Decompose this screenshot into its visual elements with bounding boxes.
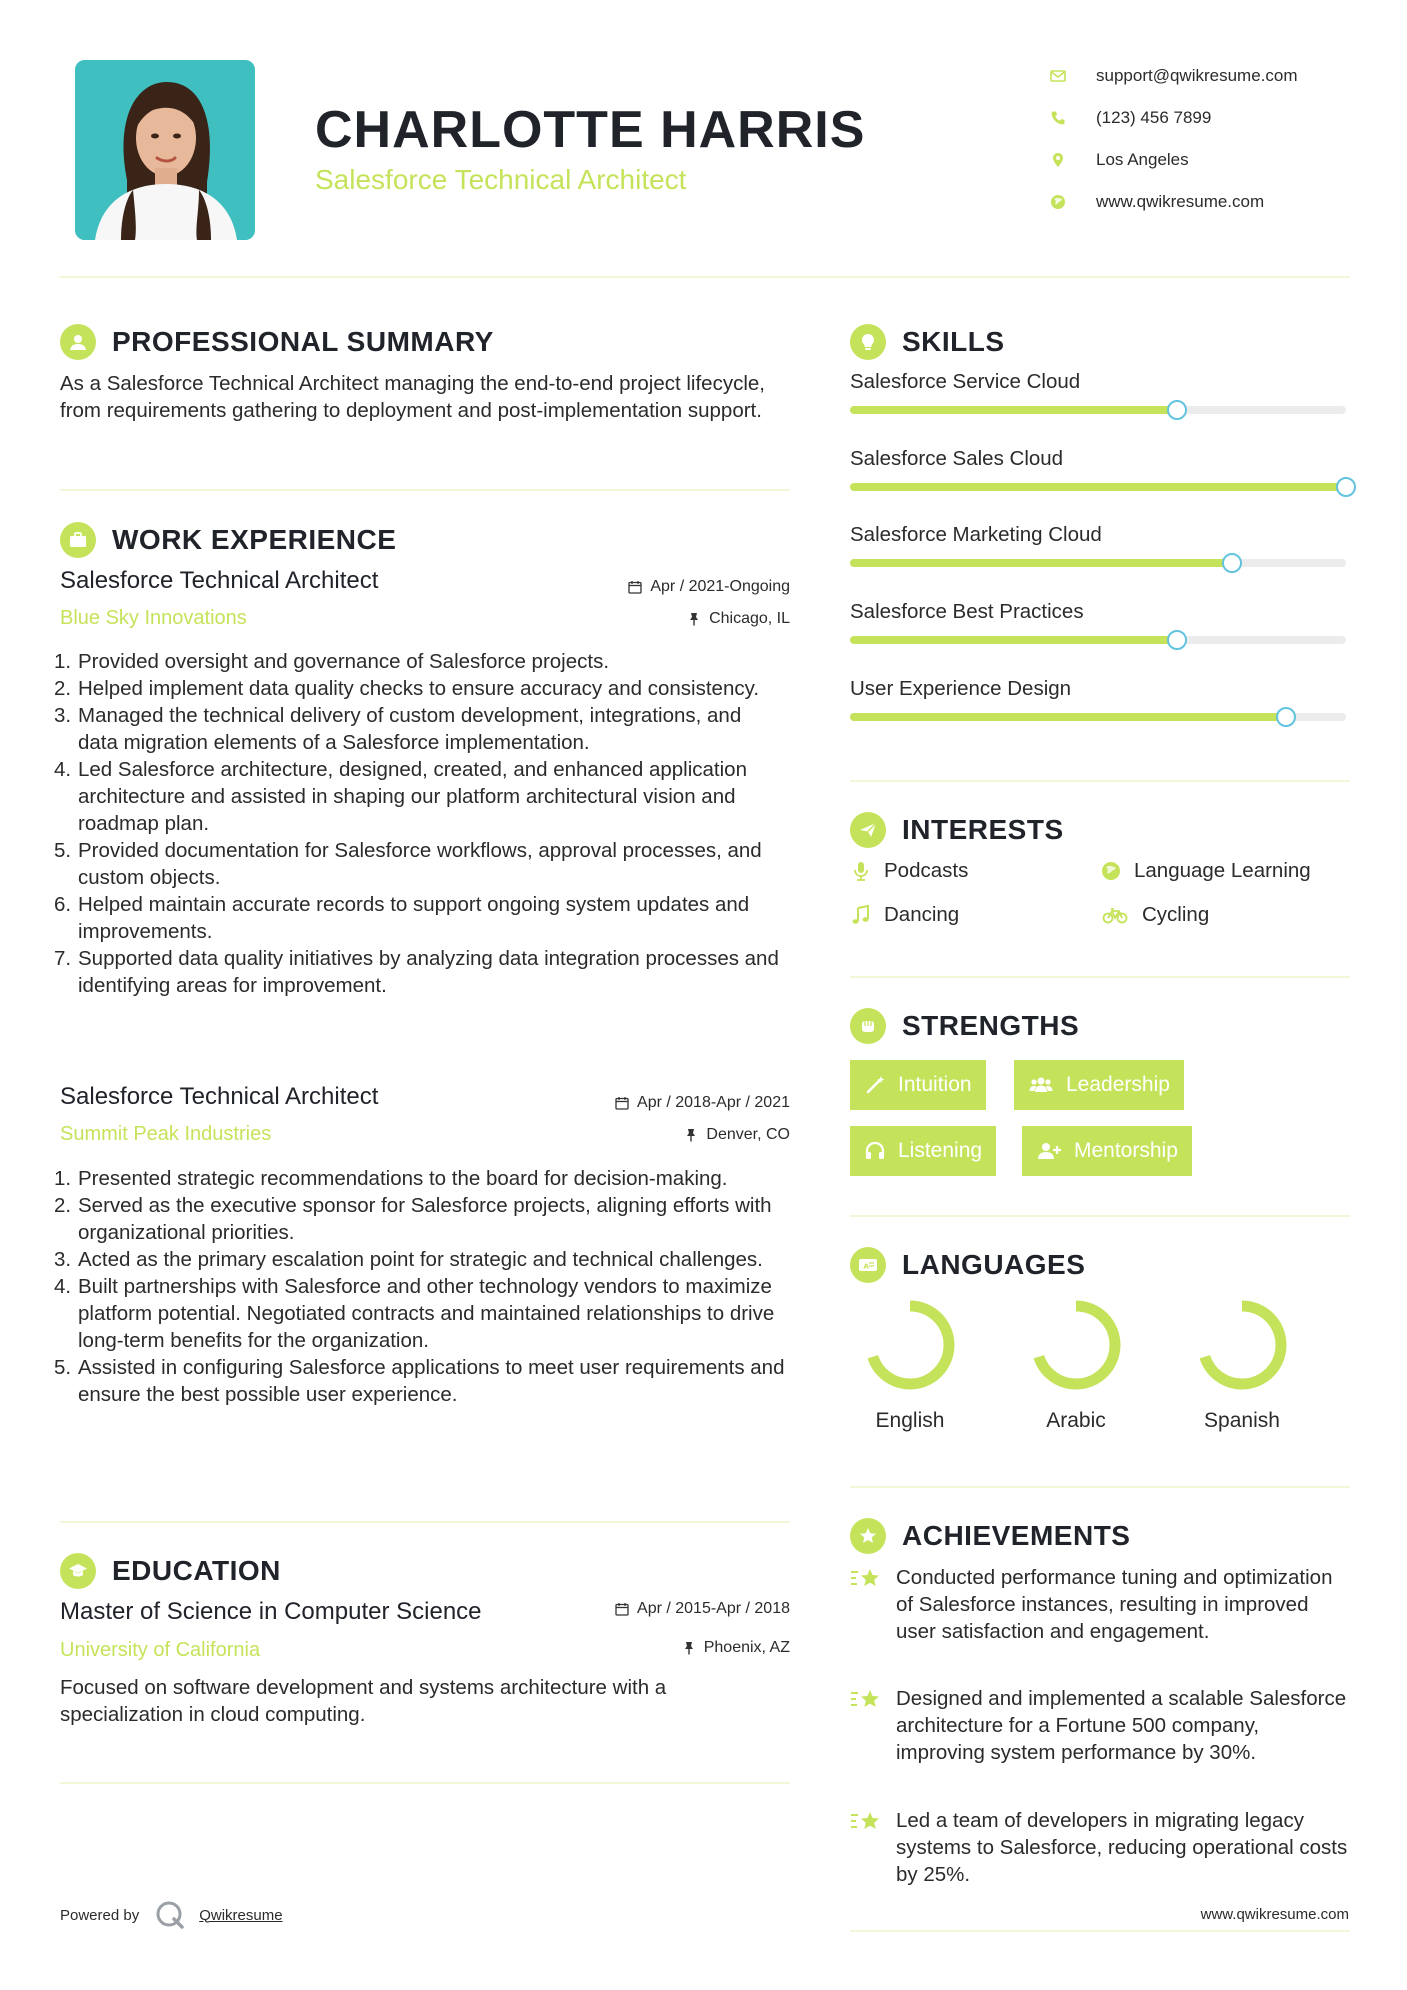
interest-item xyxy=(850,859,968,883)
language-item xyxy=(1172,1295,1312,1433)
briefcase-icon xyxy=(60,522,96,558)
language-label: Spanish xyxy=(1204,1409,1280,1432)
qwikresume-link[interactable]: Qwikresume xyxy=(199,1906,283,1924)
list-item: 6. Helped maintain accurate records to support ongoing system updates and improvements. xyxy=(54,893,750,943)
fist-icon xyxy=(850,1008,886,1044)
interest-item xyxy=(1100,859,1311,883)
education-divider xyxy=(60,1782,790,1784)
portrait-illustration xyxy=(75,60,255,240)
pushpin-icon xyxy=(687,612,701,626)
job-2-duties xyxy=(54,1165,790,1408)
job-2-date-text: Apr / 2018-Apr / 2021 xyxy=(637,1094,790,1111)
paper-plane-icon xyxy=(850,812,886,848)
list-item: 2. Helped implement data quality checks to ensure accuracy and consistency. xyxy=(54,677,760,700)
language-icon xyxy=(850,1247,886,1283)
profile-photo xyxy=(75,60,255,240)
list-item: 5. Provided documentation for Salesforce workflows, approval processes, and custom objects. xyxy=(54,839,762,889)
education-location-text: Phoenix, AZ xyxy=(703,1639,790,1656)
language-item xyxy=(840,1295,980,1433)
language-label: English xyxy=(875,1409,945,1432)
education-school: University of California xyxy=(60,1639,261,1661)
svg-text:A: A xyxy=(863,1262,869,1271)
education-location xyxy=(560,1639,790,1657)
summary-divider xyxy=(60,489,790,491)
languages-heading xyxy=(850,1247,1085,1283)
job-1-title: Salesforce Technical Architect xyxy=(60,567,379,594)
education-title: EDUCATION xyxy=(112,1555,281,1586)
skill-track xyxy=(850,559,1346,567)
list-item: 3. Acted as the primary escalation point for strategic and technical challenges. xyxy=(54,1248,763,1271)
education-text: Focused on software development and systems architecture with a specialization in cloud computing. xyxy=(60,1676,667,1726)
achievement-item xyxy=(850,1685,1350,1766)
pushpin-icon xyxy=(682,1641,696,1655)
achievement-item xyxy=(850,1807,1350,1888)
skills-divider xyxy=(850,780,1350,782)
work-title: WORK EXPERIENCE xyxy=(112,524,397,555)
contact-phone-text: (123) 456 7899 xyxy=(1096,108,1212,127)
bicycle-icon xyxy=(1100,904,1130,926)
job-1-date-text: Apr / 2021-Ongoing xyxy=(650,578,790,595)
candidate-name: CHARLOTTE HARRIS xyxy=(315,101,866,159)
work-heading xyxy=(60,522,396,558)
phone-icon xyxy=(1050,110,1066,126)
job-2-company: Summit Peak Industries xyxy=(60,1123,272,1145)
strength-label: Mentorship xyxy=(1074,1139,1178,1162)
achievement-text: Led a team of developers in migrating legacy systems to Salesforce, reducing operational costs by 25%. xyxy=(896,1809,1348,1886)
skill-name: Salesforce Marketing Cloud xyxy=(850,523,1102,546)
language-ring xyxy=(860,1295,960,1395)
strength-label: Leadership xyxy=(1066,1073,1170,1096)
strength-tag xyxy=(850,1060,986,1110)
skill-fill xyxy=(850,559,1232,567)
footer-powered-by xyxy=(60,1900,283,1930)
interest-label: Podcasts xyxy=(884,859,969,882)
pushpin-icon xyxy=(684,1128,698,1142)
job-2-date xyxy=(540,1094,790,1112)
graduation-icon xyxy=(60,1553,96,1589)
job-1-duties xyxy=(54,648,780,999)
strengths-divider xyxy=(850,1215,1350,1217)
strength-tag xyxy=(1022,1126,1192,1176)
contact-website-text: www.qwikresume.com xyxy=(1096,192,1265,211)
skill-item xyxy=(850,523,1350,547)
calendar-icon xyxy=(615,1096,629,1110)
education-heading xyxy=(60,1553,281,1589)
envelope-icon xyxy=(1050,68,1066,84)
music-note-icon xyxy=(850,904,872,926)
skill-item xyxy=(850,370,1350,394)
achievement-text: Conducted performance tuning and optimization of Salesforce instances, resulting in improved user satisfaction and engagement. xyxy=(896,1566,1333,1643)
footer-website[interactable]: www.qwikresume.com xyxy=(1200,1906,1349,1923)
user-icon xyxy=(60,324,96,360)
skill-track xyxy=(850,713,1346,721)
interest-label: Dancing xyxy=(884,903,960,926)
achievement-text: Designed and implemented a scalable Salesforce architecture for a Fortune 500 company, improving system performance by 30%. xyxy=(896,1687,1347,1764)
strength-tag xyxy=(850,1126,996,1176)
star-icon xyxy=(850,1566,882,1594)
skill-name: Salesforce Sales Cloud xyxy=(850,447,1064,470)
contact-location xyxy=(1050,139,1370,181)
interests-title: INTERESTS xyxy=(902,814,1064,845)
language-item xyxy=(1006,1295,1146,1433)
skill-knob xyxy=(1167,630,1187,650)
list-item: 5. Assisted in configuring Salesforce applications to meet user requirements and ensure the best possible user experience. xyxy=(54,1356,785,1406)
star-badge-icon xyxy=(850,1518,886,1554)
skill-item xyxy=(850,677,1350,701)
achievements-divider xyxy=(850,1930,1350,1932)
skill-fill xyxy=(850,636,1177,644)
interests-divider xyxy=(850,976,1350,978)
job-1-company: Blue Sky Innovations xyxy=(60,607,247,629)
languages-divider xyxy=(850,1486,1350,1488)
education-date xyxy=(540,1600,790,1618)
header-divider xyxy=(60,276,1350,278)
contact-email-text: support@qwikresume.com xyxy=(1096,66,1298,85)
calendar-icon xyxy=(628,580,642,594)
interest-item xyxy=(1100,903,1209,927)
skills-heading xyxy=(850,324,1005,360)
skill-track xyxy=(850,406,1346,414)
achievement-item xyxy=(850,1564,1350,1645)
skill-name: Salesforce Service Cloud xyxy=(850,370,1081,393)
summary-text: As a Salesforce Technical Architect managing the end-to-end project lifecycle, from requirements gathering to deployment and post-implementation support. xyxy=(60,372,765,422)
list-item: 2. Served as the executive sponsor for Salesforce projects, aligning efforts with organizational priorities. xyxy=(54,1194,772,1244)
language-label: Arabic xyxy=(1046,1409,1106,1432)
language-ring xyxy=(1026,1295,1126,1395)
strength-tag xyxy=(1014,1060,1184,1110)
language-ring xyxy=(1192,1295,1292,1395)
list-item: 4. Built partnerships with Salesforce and other technology vendors to maximize platform potential. Negotiated contracts and maintained relationships to drive long-term benefits for the organization. xyxy=(54,1275,775,1352)
education-date-text: Apr / 2015-Apr / 2018 xyxy=(637,1600,790,1617)
summary-title: PROFESSIONAL SUMMARY xyxy=(112,326,494,357)
skill-track xyxy=(850,483,1346,491)
skill-fill xyxy=(850,483,1346,491)
contact-location-text: Los Angeles xyxy=(1096,150,1189,169)
achievements-heading xyxy=(850,1518,1130,1554)
achievements-title: ACHIEVEMENTS xyxy=(902,1520,1131,1551)
headphones-icon xyxy=(864,1140,886,1162)
education-degree: Master of Science in Computer Science xyxy=(60,1598,482,1625)
list-item: 4. Led Salesforce architecture, designed, created, and enhanced application architecture and assisted in shaping our platform architectural vision and roadmap plan. xyxy=(54,758,747,835)
list-item: 1. Presented strategic recommendations to the board for decision-making. xyxy=(54,1167,728,1190)
star-icon xyxy=(850,1809,882,1837)
list-item: 3. Managed the technical delivery of custom development, integrations, and data migration elements of a Salesforce implementation. xyxy=(54,704,742,754)
globe-icon xyxy=(1050,194,1066,210)
interest-label: Language Learning xyxy=(1134,859,1311,882)
user-plus-icon xyxy=(1036,1140,1062,1162)
microphone-icon xyxy=(850,860,872,882)
qwikresume-logo-icon xyxy=(155,1900,185,1930)
skill-knob xyxy=(1167,400,1187,420)
work-divider xyxy=(60,1521,790,1523)
lightbulb-icon xyxy=(850,324,886,360)
skill-fill xyxy=(850,406,1177,414)
interests-heading xyxy=(850,812,1064,848)
contact-phone[interactable] xyxy=(1050,97,1370,139)
contact-website[interactable] xyxy=(1050,181,1370,223)
job-1-date xyxy=(560,578,790,596)
skill-name: User Experience Design xyxy=(850,677,1072,700)
group-icon xyxy=(1028,1074,1054,1096)
magic-wand-icon xyxy=(864,1074,886,1096)
interest-label: Cycling xyxy=(1142,903,1210,926)
interest-item xyxy=(850,903,959,927)
list-item: 1. Provided oversight and governance of Salesforce projects. xyxy=(54,650,610,673)
summary-heading xyxy=(60,324,494,360)
calendar-icon xyxy=(615,1602,629,1616)
skills-title: SKILLS xyxy=(902,326,1005,357)
job-2-title: Salesforce Technical Architect xyxy=(60,1083,379,1110)
globe-icon xyxy=(1100,860,1122,882)
skill-name: Salesforce Best Practices xyxy=(850,600,1084,623)
contact-email[interactable] xyxy=(1050,55,1370,97)
skill-track xyxy=(850,636,1346,644)
job-2-location-text: Denver, CO xyxy=(706,1126,790,1143)
job-1-location xyxy=(560,610,790,628)
job-1-location-text: Chicago, IL xyxy=(709,610,790,627)
strength-label: Intuition xyxy=(898,1073,972,1096)
skill-knob xyxy=(1222,553,1242,573)
contact-list xyxy=(1050,55,1370,223)
job-2-location xyxy=(560,1126,790,1144)
skill-knob xyxy=(1336,477,1356,497)
map-pin-icon xyxy=(1050,152,1066,168)
languages-title: LANGUAGES xyxy=(902,1249,1086,1280)
skill-item xyxy=(850,600,1350,624)
star-icon xyxy=(850,1687,882,1715)
strengths-title: STRENGTHS xyxy=(902,1010,1080,1041)
powered-by-label: Powered by xyxy=(60,1906,140,1924)
skill-item xyxy=(850,447,1350,471)
skill-knob xyxy=(1276,707,1296,727)
strength-label: Listening xyxy=(898,1139,983,1162)
skill-fill xyxy=(850,713,1286,721)
list-item: 7. Supported data quality initiatives by analyzing data integration processes and identifying areas for improvement. xyxy=(54,947,779,997)
strengths-heading xyxy=(850,1008,1079,1044)
candidate-role: Salesforce Technical Architect xyxy=(315,164,687,195)
